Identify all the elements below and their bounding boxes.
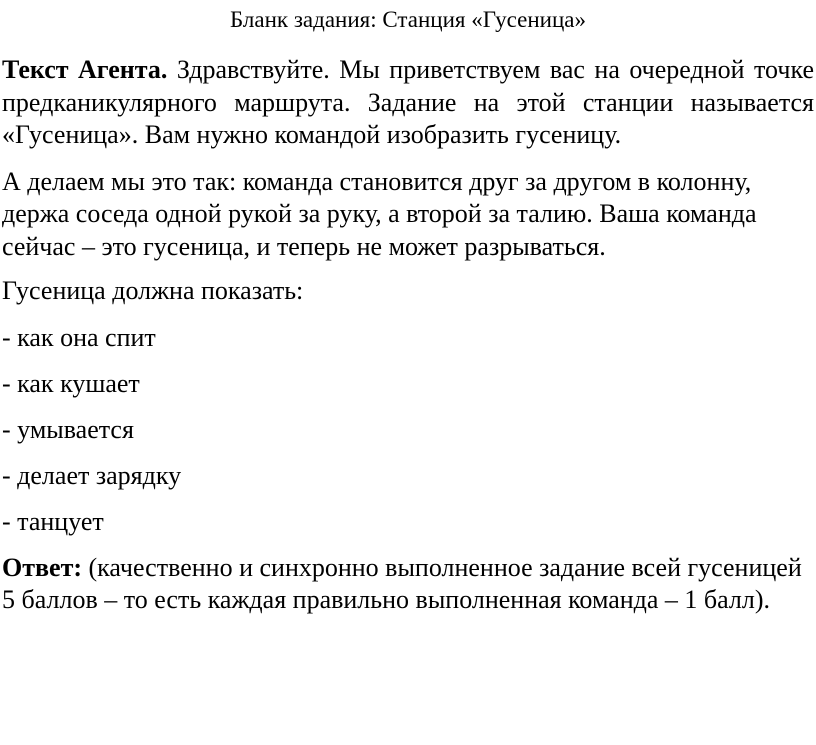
answer-label: Ответ: bbox=[2, 552, 83, 582]
document-title: Бланк задания: Станция «Гусеница» bbox=[230, 7, 586, 32]
agent-text-label: Текст Агента. bbox=[2, 55, 168, 84]
agent-text-paragraph bbox=[2, 54, 814, 152]
list-item: - умывается bbox=[2, 414, 134, 444]
list-item: - как она спит bbox=[2, 322, 156, 352]
list-header: Гусеница должна показать: bbox=[2, 276, 304, 305]
answer-paragraph bbox=[2, 552, 814, 617]
list-item: - как кушает bbox=[2, 368, 140, 398]
answer-text: (качественно и синхронно выполненное задание всей гусеницей 5 баллов – то есть каждая правильно выполненная команда – 1 балл). bbox=[2, 552, 802, 614]
list-item: - танцует bbox=[2, 506, 104, 536]
instructions-paragraph: А делаем мы это так: команда становится друг за другом в колонну, держа соседа одной рукой за руку, а второй за талию. Ваша команда сейчас – это гусеница, и теперь не может разрываться. bbox=[2, 166, 757, 261]
list-item: - делает зарядку bbox=[2, 460, 182, 490]
agent-text-body: Здравствуйте. Мы приветствуем вас на очередной точке предканикулярного маршрута. Задание на этой станции называется «Гусеница». Вам нужно командой изобразить гусеницу. bbox=[2, 55, 814, 149]
